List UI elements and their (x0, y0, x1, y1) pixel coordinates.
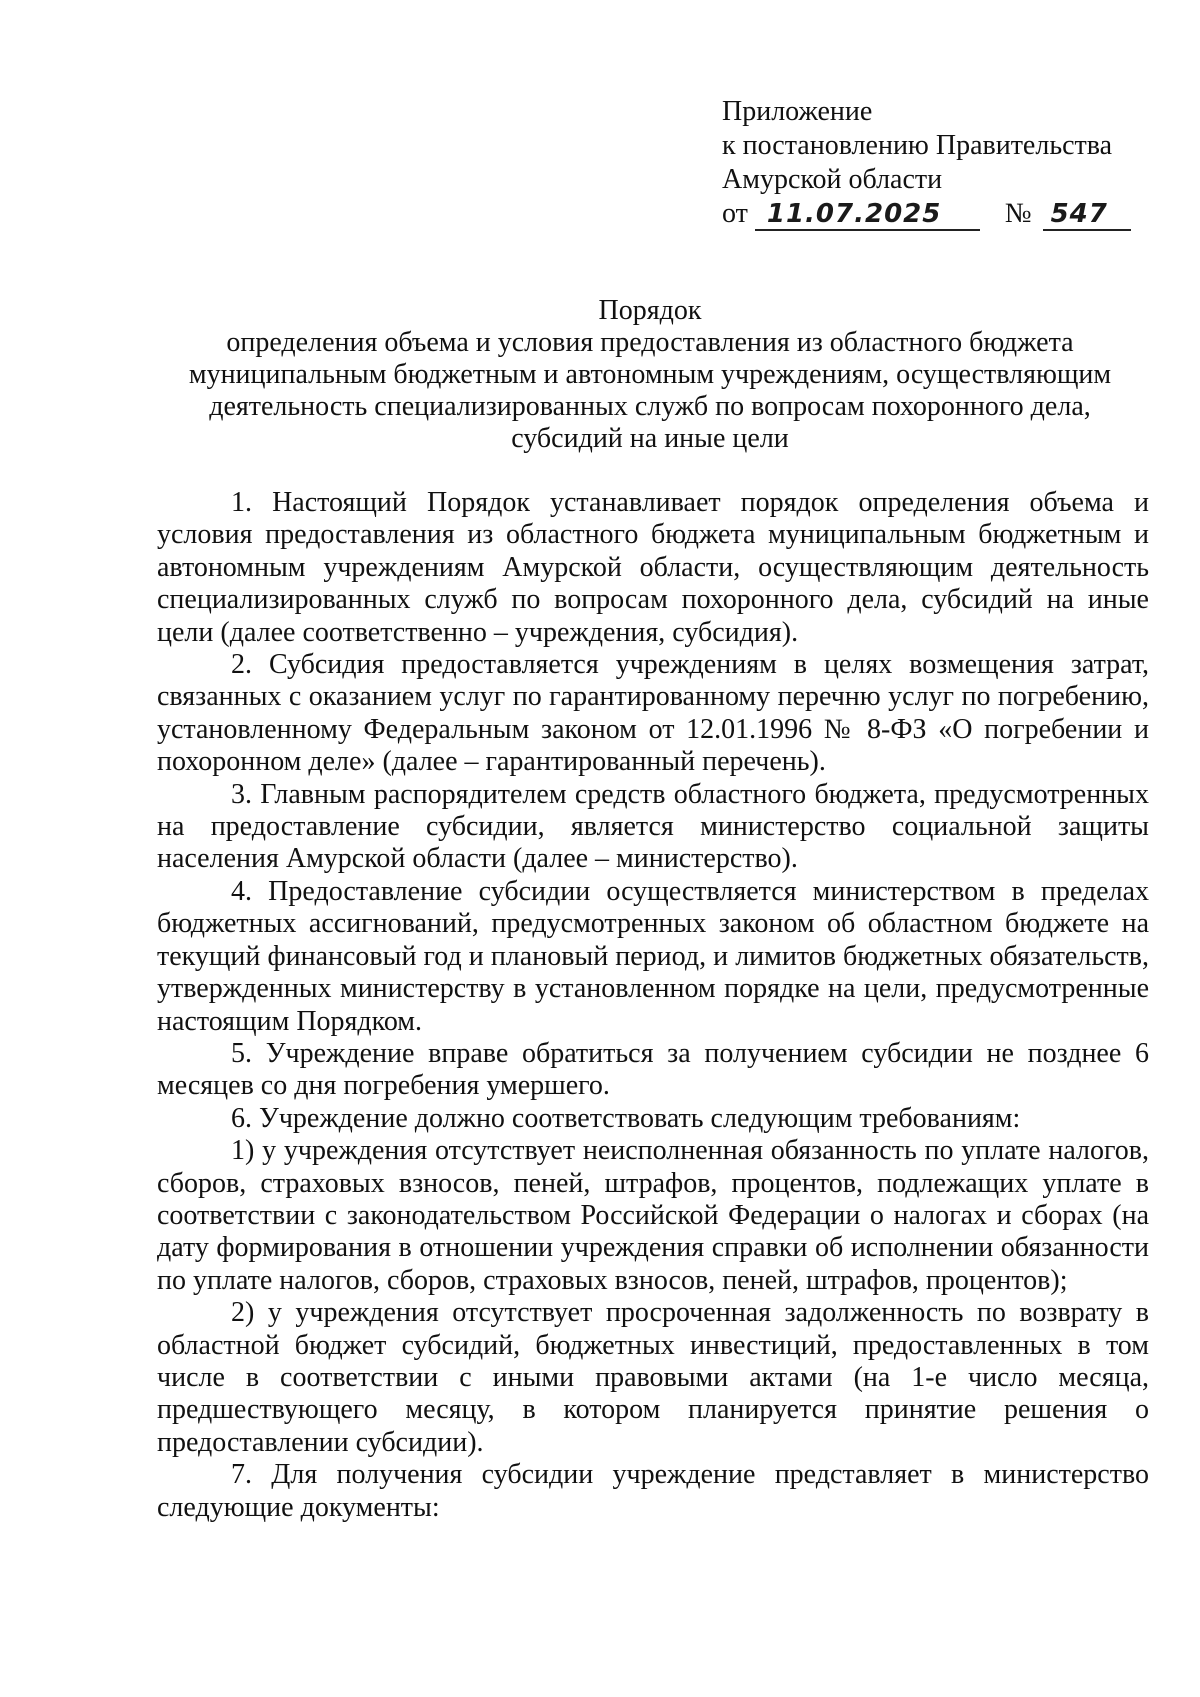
date-field (755, 199, 980, 231)
paragraph-6-item-2: 2) у учреждения отсутствует просроченная задолженность по возврату в областной бюджет субсидий, бюджетных инвестиций, предоставленных в том числе в соответствии с иными правовыми актами (на 1-е число месяца, предшествующего месяцу, в котором планируется принятие решения о предоставлении субсидии). (157, 1297, 1149, 1458)
number-sign: № (1004, 198, 1032, 229)
paragraph-2: 2. Субсидия предоставляется учреждениям в целях возмещения затрат, связанных с оказанием услуг по гарантированному перечню услуг по погребению, установленному Федеральным законом от 12.01.1996 № 8-ФЗ «О погребении и похоронном деле» (далее – гарантированный перечень). (157, 649, 1149, 778)
appendix-date-number-line (722, 197, 1142, 235)
title-heading: Порядок (598, 295, 702, 326)
document-body (157, 487, 1149, 1524)
paragraph-1: 1. Настоящий Порядок устанавливает порядок определения объема и условия предоставления из областного бюджета муниципальным бюджетным и автономным учреждениям Амурской области, осуществляющим деятельность специализированных служб по вопросам похоронного дела, субсидий на иные цели (далее соответственно – учреждения, субсидия). (157, 487, 1149, 648)
handwritten-date: 11.07.2025 (766, 199, 942, 229)
date-prefix: от (722, 198, 748, 229)
appendix-header (722, 95, 1142, 235)
appendix-title: Приложение (722, 96, 873, 127)
appendix-region: Амурской области (722, 164, 943, 195)
number-field (1043, 199, 1131, 231)
paragraph-4: 4. Предоставление субсидии осуществляется министерством в пределах бюджетных ассигнований, предусмотренных законом об областном бюджете на текущий финансовый год и плановый период, и лимитов бюджетных обязательств, утвержденных министерству в установленном порядке на цели, предусмотренные настоящим Порядком. (157, 875, 1149, 1037)
title-line: субсидий на иные цели (511, 423, 789, 454)
title-line: муниципальным бюджетным и автономным учреждениям, осуществляющим (188, 359, 1112, 390)
handwritten-number: 547 (1050, 199, 1108, 229)
paragraph-6: 6. Учреждение должно соответствовать следующим требованиям: (231, 1102, 1021, 1134)
paragraph-7: 7. Для получения субсидии учреждение представляет в министерство следующие документы: (157, 1459, 1149, 1523)
document-title (150, 295, 1150, 455)
appendix-reference: к постановлению Правительства (722, 130, 1113, 161)
title-line: определения объема и условия предоставления из областного бюджета (226, 327, 1074, 358)
title-line: деятельность специализированных служб по вопросам похоронного дела, (209, 391, 1091, 422)
paragraph-6-item-1: 1) у учреждения отсутствует неисполненная обязанность по уплате налогов, сборов, страховых взносов, пеней, штрафов, процентов, подлежащих уплате в соответствии с законодательством Российской Федерации о налогах и сборах (на дату формирования в отношении учреждения справки об исполнении обязанности по уплате налогов, сборов, страховых взносов, пеней, штрафов, процентов); (157, 1135, 1149, 1296)
paragraph-5: 5. Учреждение вправе обратиться за получением субсидии не позднее 6 месяцев со дня погребения умершего. (157, 1037, 1149, 1102)
paragraph-3: 3. Главным распорядителем средств областного бюджета, предусмотренных на предоставление субсидии, является министерство социальной защиты населения Амурской области (далее – министерство). (157, 778, 1149, 875)
